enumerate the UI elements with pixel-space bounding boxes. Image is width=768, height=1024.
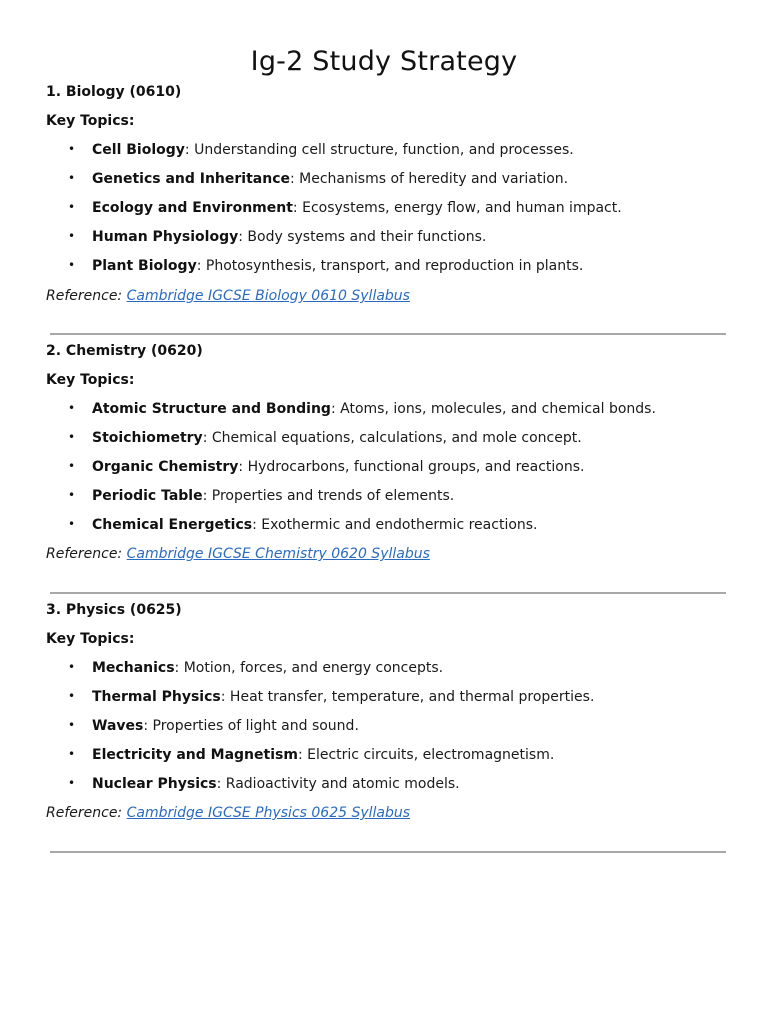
topic-text xyxy=(92,401,656,417)
topic-separator: : xyxy=(297,747,308,763)
topic-description: Hydrocarbons, functional groups, and reactions. xyxy=(247,459,585,475)
topic-text xyxy=(92,747,554,763)
topic-separator: : xyxy=(290,171,300,187)
topic-description: Heat transfer, temperature, and thermal properties. xyxy=(229,689,595,705)
topic-name: Periodic Table xyxy=(92,488,203,504)
topic-text xyxy=(92,488,454,504)
section-divider xyxy=(50,333,726,335)
topic-description: Atoms, ions, molecules, and chemical bonds. xyxy=(340,401,656,417)
topic-description: Body systems and their functions. xyxy=(247,229,487,245)
topic-separator: : xyxy=(252,517,262,533)
topic-text xyxy=(92,142,574,158)
topic-name: Nuclear Physics xyxy=(92,776,217,792)
topic-text xyxy=(92,660,443,676)
bullet-icon: • xyxy=(68,517,76,531)
topic-separator: : xyxy=(238,459,248,475)
topic-text xyxy=(92,776,460,792)
topic-separator: : xyxy=(202,430,212,446)
bullet-icon: • xyxy=(68,718,76,732)
topic-text xyxy=(92,459,585,475)
topic-name: Thermal Physics xyxy=(92,689,221,705)
bullet-icon: • xyxy=(68,689,76,703)
topic-description: Mechanisms of heredity and variation. xyxy=(299,171,569,187)
topic-name: Plant Biology xyxy=(92,258,197,274)
bullet-icon: • xyxy=(68,258,76,272)
topic-name: Electricity and Magnetism xyxy=(92,747,298,763)
topic-separator: : xyxy=(238,229,248,245)
topic-text xyxy=(92,171,568,187)
reference-line xyxy=(46,546,430,562)
reference-line xyxy=(46,805,410,821)
section-divider xyxy=(50,592,726,594)
reference-link[interactable]: Cambridge IGCSE Biology 0610 Syllabus xyxy=(126,288,410,304)
topic-name: Ecology and Environment xyxy=(92,200,293,216)
topic-separator: : xyxy=(216,776,226,792)
topic-description: Understanding cell structure, function, and processes. xyxy=(194,142,574,158)
topic-text xyxy=(92,200,622,216)
reference-link[interactable]: Cambridge IGCSE Chemistry 0620 Syllabus xyxy=(126,546,430,562)
topic-separator: : xyxy=(143,718,153,734)
bullet-icon: • xyxy=(68,776,76,790)
reference-label: Reference: xyxy=(46,805,127,821)
topic-description: Radioactivity and atomic models. xyxy=(225,776,460,792)
bullet-icon: • xyxy=(68,488,76,502)
section-heading: 3. Physics (0625) xyxy=(46,602,182,618)
bullet-icon: • xyxy=(68,142,76,156)
document-title: Ig-2 Study Strategy xyxy=(250,46,518,77)
topic-separator: : xyxy=(174,660,184,676)
bullet-icon: • xyxy=(68,401,76,415)
topic-text xyxy=(92,229,486,245)
topic-description: Motion, forces, and energy concepts. xyxy=(183,660,444,676)
topic-text xyxy=(92,430,582,446)
topic-name: Human Physiology xyxy=(92,229,239,245)
topic-name: Atomic Structure and Bonding xyxy=(92,401,331,417)
bullet-icon: • xyxy=(68,430,76,444)
reference-link[interactable]: Cambridge IGCSE Physics 0625 Syllabus xyxy=(126,805,411,821)
bullet-icon: • xyxy=(68,171,76,185)
bullet-icon: • xyxy=(68,200,76,214)
bullet-icon: • xyxy=(68,229,76,243)
topic-text xyxy=(92,718,359,734)
key-topics-label: Key Topics: xyxy=(46,113,135,129)
topic-description: Properties of light and sound. xyxy=(152,718,359,734)
section-heading: 2. Chemistry (0620) xyxy=(46,343,203,359)
topic-separator: : xyxy=(220,689,230,705)
topic-description: Chemical equations, calculations, and mole concept. xyxy=(211,430,582,446)
reference-line xyxy=(46,288,410,304)
topic-text xyxy=(92,517,538,533)
section-heading: 1. Biology (0610) xyxy=(46,84,182,100)
topic-separator: : xyxy=(196,258,206,274)
reference-label: Reference: xyxy=(46,546,127,562)
bullet-icon: • xyxy=(68,459,76,473)
reference-label: Reference: xyxy=(46,288,127,304)
key-topics-label: Key Topics: xyxy=(46,631,135,647)
topic-name: Mechanics xyxy=(92,660,175,676)
bullet-icon: • xyxy=(68,660,76,674)
topic-description: Photosynthesis, transport, and reproduction in plants. xyxy=(205,258,584,274)
topic-text xyxy=(92,689,594,705)
key-topics-label: Key Topics: xyxy=(46,372,135,388)
topic-name: Organic Chemistry xyxy=(92,459,239,475)
topic-name: Stoichiometry xyxy=(92,430,203,446)
topic-description: Electric circuits, electromagnetism. xyxy=(307,747,555,763)
topic-separator: : xyxy=(184,142,195,158)
topic-name: Chemical Energetics xyxy=(92,517,253,533)
topic-name: Waves xyxy=(92,718,144,734)
topic-separator: : xyxy=(330,401,341,417)
topic-name: Cell Biology xyxy=(92,142,185,158)
bullet-icon: • xyxy=(68,747,76,761)
topic-description: Ecosystems, energy flow, and human impact. xyxy=(302,200,622,216)
topic-text xyxy=(92,258,583,274)
topic-description: Properties and trends of elements. xyxy=(211,488,455,504)
section-divider xyxy=(50,851,726,853)
topic-separator: : xyxy=(202,488,212,504)
topic-description: Exothermic and endothermic reactions. xyxy=(261,517,538,533)
topic-separator: : xyxy=(292,200,303,216)
topic-name: Genetics and Inheritance xyxy=(92,171,290,187)
